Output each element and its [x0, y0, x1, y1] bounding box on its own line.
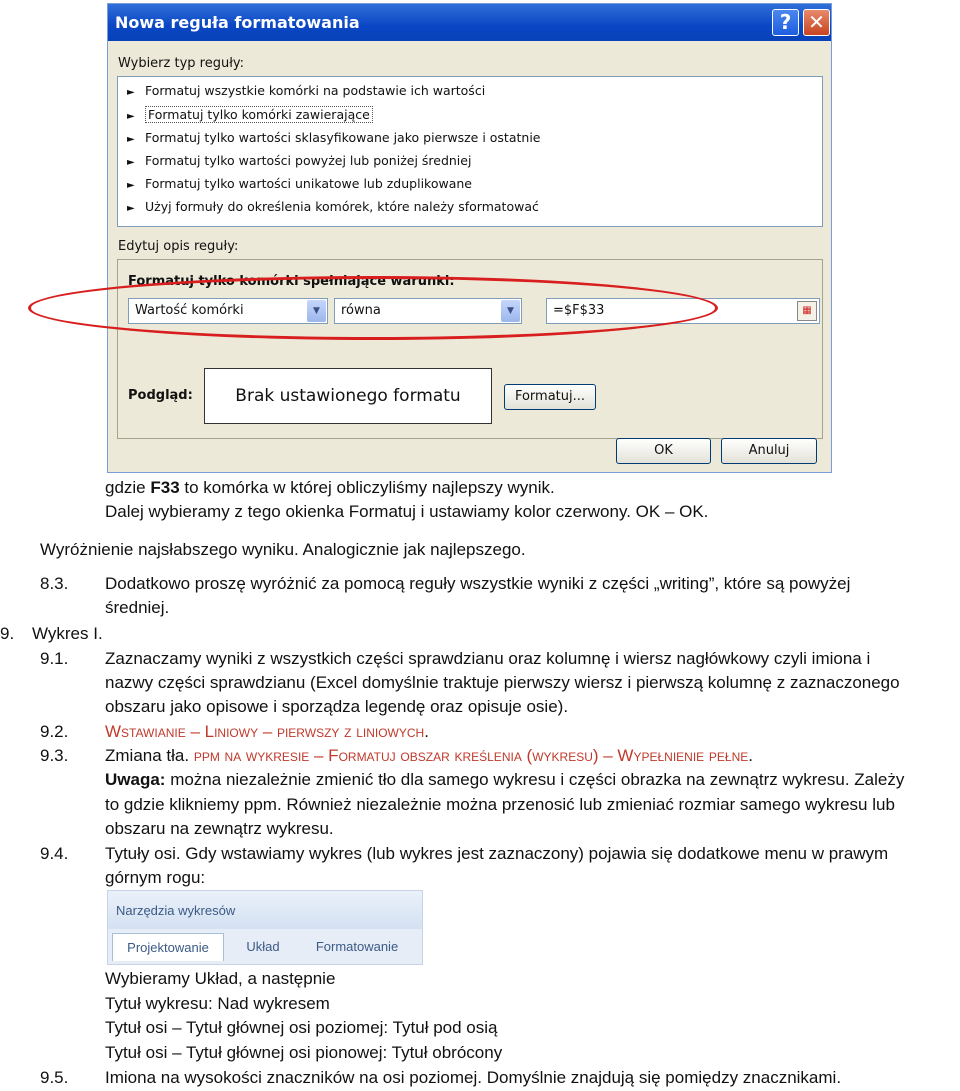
cancel-button[interactable]: Anuluj: [721, 438, 817, 464]
dialog-title: Nowa reguła formatowania: [115, 13, 360, 32]
preview-label: Podgląd:: [128, 388, 193, 403]
paragraph: gdzie F33 to komórka w której obliczyliśmy najlepszy wynik.: [105, 478, 555, 497]
rule-type-item[interactable]: ► Formatuj tylko wartości sklasyfikowane jako pierwsze i ostatnie: [127, 130, 541, 145]
arrow-right-icon: ►: [127, 203, 135, 214]
arrow-right-icon: ►: [127, 180, 135, 191]
rule-type-item[interactable]: ► Formatuj tylko wartości powyżej lub poniżej średniej: [127, 153, 472, 168]
arrow-right-icon: ►: [127, 87, 135, 98]
rule-type-item[interactable]: ► Użyj formuły do określenia komórek, które należy sformatować: [127, 199, 539, 214]
paragraph: Wybieramy Układ, a następnie: [105, 969, 336, 988]
help-button[interactable]: ?: [772, 9, 799, 36]
ribbon-title: Narzędzia wykresów: [116, 903, 236, 918]
rule-type-label: Wybierz typ reguły:: [118, 56, 245, 71]
close-button[interactable]: ✕: [803, 9, 830, 36]
preview-box: Brak ustawionego formatu: [204, 368, 492, 424]
paragraph: obszaru na zewnątrz wykresu.: [105, 819, 334, 838]
paragraph: Tytuł osi – Tytuł głównej osi pionowej: Tytuł obrócony: [105, 1043, 503, 1062]
chart-tools-ribbon: [107, 890, 423, 965]
operator-value: równa: [341, 303, 381, 318]
item-number: 9.: [0, 624, 15, 643]
tab-uklad[interactable]: Układ: [246, 939, 280, 954]
dialog-titlebar: [108, 4, 831, 41]
item-number: 9.5.: [40, 1068, 69, 1087]
paragraph: Tytuły osi. Gdy wstawiamy wykres (lub wykres jest zaznaczony) pojawia się dodatkowe menu w prawym: [105, 844, 889, 863]
paragraph: Imiona na wysokości znaczników na osi poziomej. Domyślnie znajdują się pomiędzy znacznikami.: [105, 1068, 842, 1087]
item-number: 9.1.: [40, 649, 69, 668]
new-formatting-rule-dialog: [107, 3, 832, 473]
rule-type-item[interactable]: ► Formatuj tylko komórki zawierające: [127, 107, 373, 129]
chevron-down-icon[interactable]: ▼: [501, 300, 520, 322]
arrow-right-icon: ►: [127, 111, 135, 122]
edit-rule-title: Formatuj tylko komórki spełniające warunki:: [128, 274, 455, 289]
section-heading: Wykres I.: [32, 624, 103, 643]
chevron-down-icon[interactable]: ▼: [307, 300, 326, 322]
format-button[interactable]: Formatuj...: [504, 384, 596, 410]
rule-type-item[interactable]: ► Formatuj tylko wartości unikatowe lub zduplikowane: [127, 176, 472, 191]
formula-value: =$F$33: [553, 303, 605, 318]
paragraph: nazwy części sprawdzianu (Excel domyślnie traktuje pierwszy wiersz i pierwszą kolumnę z zaznaczonego: [105, 673, 900, 692]
paragraph: Tytuł osi – Tytuł głównej osi poziomej: Tytuł pod osią: [105, 1018, 498, 1037]
rule-type-item[interactable]: ► Formatuj wszystkie komórki na podstawie ich wartości: [127, 83, 486, 98]
condition-field-value: Wartość komórki: [135, 303, 244, 318]
item-number: 9.2.: [40, 722, 69, 741]
paragraph: Dalej wybieramy z tego okienka Formatuj i ustawiamy kolor czerwony. OK – OK.: [105, 502, 709, 521]
paragraph: Zaznaczamy wyniki z wszystkich części sprawdzianu oraz kolumnę i wiersz nagłówkowy czyli imiona i: [105, 649, 871, 668]
paragraph: Tytuł wykresu: Nad wykresem: [105, 994, 330, 1013]
paragraph: górnym rogu:: [105, 868, 206, 887]
item-number: 9.3.: [40, 746, 69, 765]
ribbon-header: [108, 891, 422, 929]
range-picker-icon[interactable]: ▦: [797, 301, 817, 321]
paragraph: to gdzie klikniemy ppm. Również niezależnie można przenosić lub zmieniać rozmiar samego wykresu lub: [105, 795, 895, 814]
paragraph: Zmiana tła. ppm na wykresie – Formatuj obszar kreślenia (wykresu) – Wypełnienie pełne.: [105, 746, 753, 765]
paragraph: średniej.: [105, 598, 170, 617]
arrow-right-icon: ►: [127, 157, 135, 168]
paragraph: Wyróżnienie najsłabszego wyniku. Analogicznie jak najlepszego.: [40, 540, 526, 559]
tab-formatowanie[interactable]: Formatowanie: [315, 939, 399, 954]
edit-rule-label: Edytuj opis reguły:: [118, 239, 239, 254]
item-number: 9.4.: [40, 844, 69, 863]
item-number: 8.3.: [40, 574, 69, 593]
paragraph: obszaru jako opisowe i sporządza legendę oraz opisuje osie).: [105, 697, 569, 716]
ok-button[interactable]: OK: [616, 438, 711, 464]
rule-type-list: [117, 76, 823, 227]
arrow-right-icon: ►: [127, 134, 135, 145]
paragraph: Uwaga: można niezależnie zmienić tło dla samego wykresu i części obrazka na zewnątrz wykresu. Zależy: [105, 770, 905, 789]
paragraph: Wstawianie – Liniowy – pierwszy z liniowych.: [105, 722, 429, 741]
highlight-oval: [28, 276, 718, 340]
paragraph: Dodatkowo proszę wyróżnić za pomocą reguły wszystkie wyniki z części „writing”, które są powyżej: [105, 574, 851, 593]
tab-projektowanie[interactable]: Projektowanie: [112, 933, 224, 961]
